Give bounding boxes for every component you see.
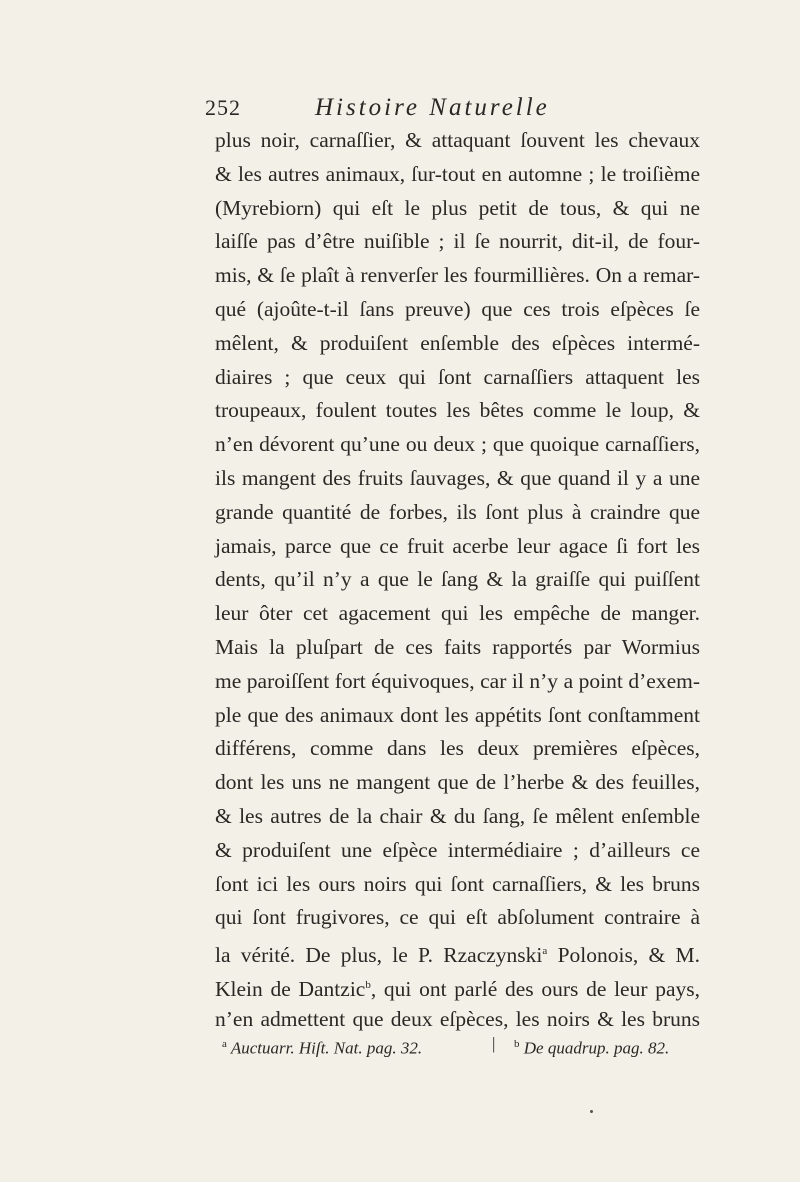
text-line: & les autres de la chair & du ſang, ſe mêlent enſemble <box>215 803 700 828</box>
footnote-separator: | <box>492 1034 496 1053</box>
body-text <box>215 124 700 1037</box>
text-line-with-note-a <box>215 935 700 969</box>
text-line: ple que des animaux dont les appétits ſont conſtamment <box>215 702 700 727</box>
text-line: leur ôter cet agacement qui les empêche de manger. <box>215 601 700 626</box>
text-line: grande quantité de forbes, ils ſont plus à craindre que <box>215 499 700 524</box>
paper-speck <box>590 1110 593 1113</box>
text-line: & produiſent une eſpèce intermédiaire ; d’ailleurs ce <box>215 837 700 862</box>
footnote-a <box>222 1032 422 1061</box>
text-line: ils mangent des fruits ſauvages, & que quand il y a une <box>215 465 700 490</box>
text-line: laiſſe pas d’être nuiſible ; il ſe nourrit, dit-il, de four- <box>215 229 700 254</box>
text-line: ſont ici les ours noirs qui ſont carnaſſiers, & les bruns <box>215 871 700 896</box>
text-line: qui ſont frugivores, ce qui eſt abſolument contraire à <box>215 905 700 930</box>
note-mark-b: b <box>365 978 371 991</box>
text-line: jamais, parce que ce fruit acerbe leur agace ſi fort les <box>215 533 700 558</box>
footnote-a-text: Auctuarr. Hiſt. Nat. pag. 32. <box>230 1038 423 1058</box>
text-fragment: , qui ont parlé des ours de leur pays, <box>370 977 700 1002</box>
text-line: n’en admettent que deux eſpèces, les noirs & les bruns <box>215 1006 700 1031</box>
text-line: Mais la pluſpart de ces faits rapportés par Wormius <box>215 634 700 659</box>
text-line: & les autres animaux, ſur-tout en automne ; le troiſième <box>215 161 700 186</box>
text-line: dents, qu’il n’y a que le ſang & la graiſſe qui puiſſent <box>215 567 700 592</box>
text-line: me paroiſſent fort équivoques, car il n’y a point d’exem- <box>215 668 700 693</box>
note-mark-a: a <box>542 945 548 958</box>
text-line: (Myrebiorn) qui eſt le plus petit de tous, & qui ne <box>215 195 700 220</box>
text-line: qué (ajoûte-t-il ſans preuve) que ces trois eſpèces ſe <box>215 296 700 321</box>
text-line: troupeaux, foulent toutes les bêtes comme le loup, & <box>215 398 700 423</box>
text-line: diaires ; que ceux qui ſont carnaſſiers attaquent les <box>215 364 700 389</box>
text-line: dont les uns ne mangent que de l’herbe & des feuilles, <box>215 770 700 795</box>
footnote-b-text: De quadrup. pag. 82. <box>523 1038 670 1058</box>
footnote-mark-a: a <box>222 1038 227 1050</box>
text-line: mis, & ſe plaît à renverſer les fourmillières. On a remar- <box>215 263 700 288</box>
text-line: différens, comme dans les deux premières eſpèces, <box>215 736 700 761</box>
text-fragment: la vérité. De plus, le P. Rzaczynski <box>215 943 543 968</box>
text-line-with-note-b <box>215 969 700 1003</box>
page-number: 252 <box>205 95 241 120</box>
running-title: Histoire Naturelle <box>315 94 550 121</box>
footnote-b <box>514 1032 669 1061</box>
text-line: plus noir, carnaſſier, & attaquant ſouvent les chevaux <box>215 128 700 152</box>
text-fragment: Klein de Dantzic <box>215 977 366 1002</box>
text-line: mêlent, & produiſent enſemble des eſpèces intermé- <box>215 330 700 355</box>
running-head <box>205 92 665 124</box>
text-line: n’en dévorent qu’une ou deux ; que quoique carnaſſiers, <box>215 432 700 457</box>
footnote-mark-b: b <box>514 1038 520 1050</box>
text-fragment: Polonois, & M. <box>557 943 701 968</box>
